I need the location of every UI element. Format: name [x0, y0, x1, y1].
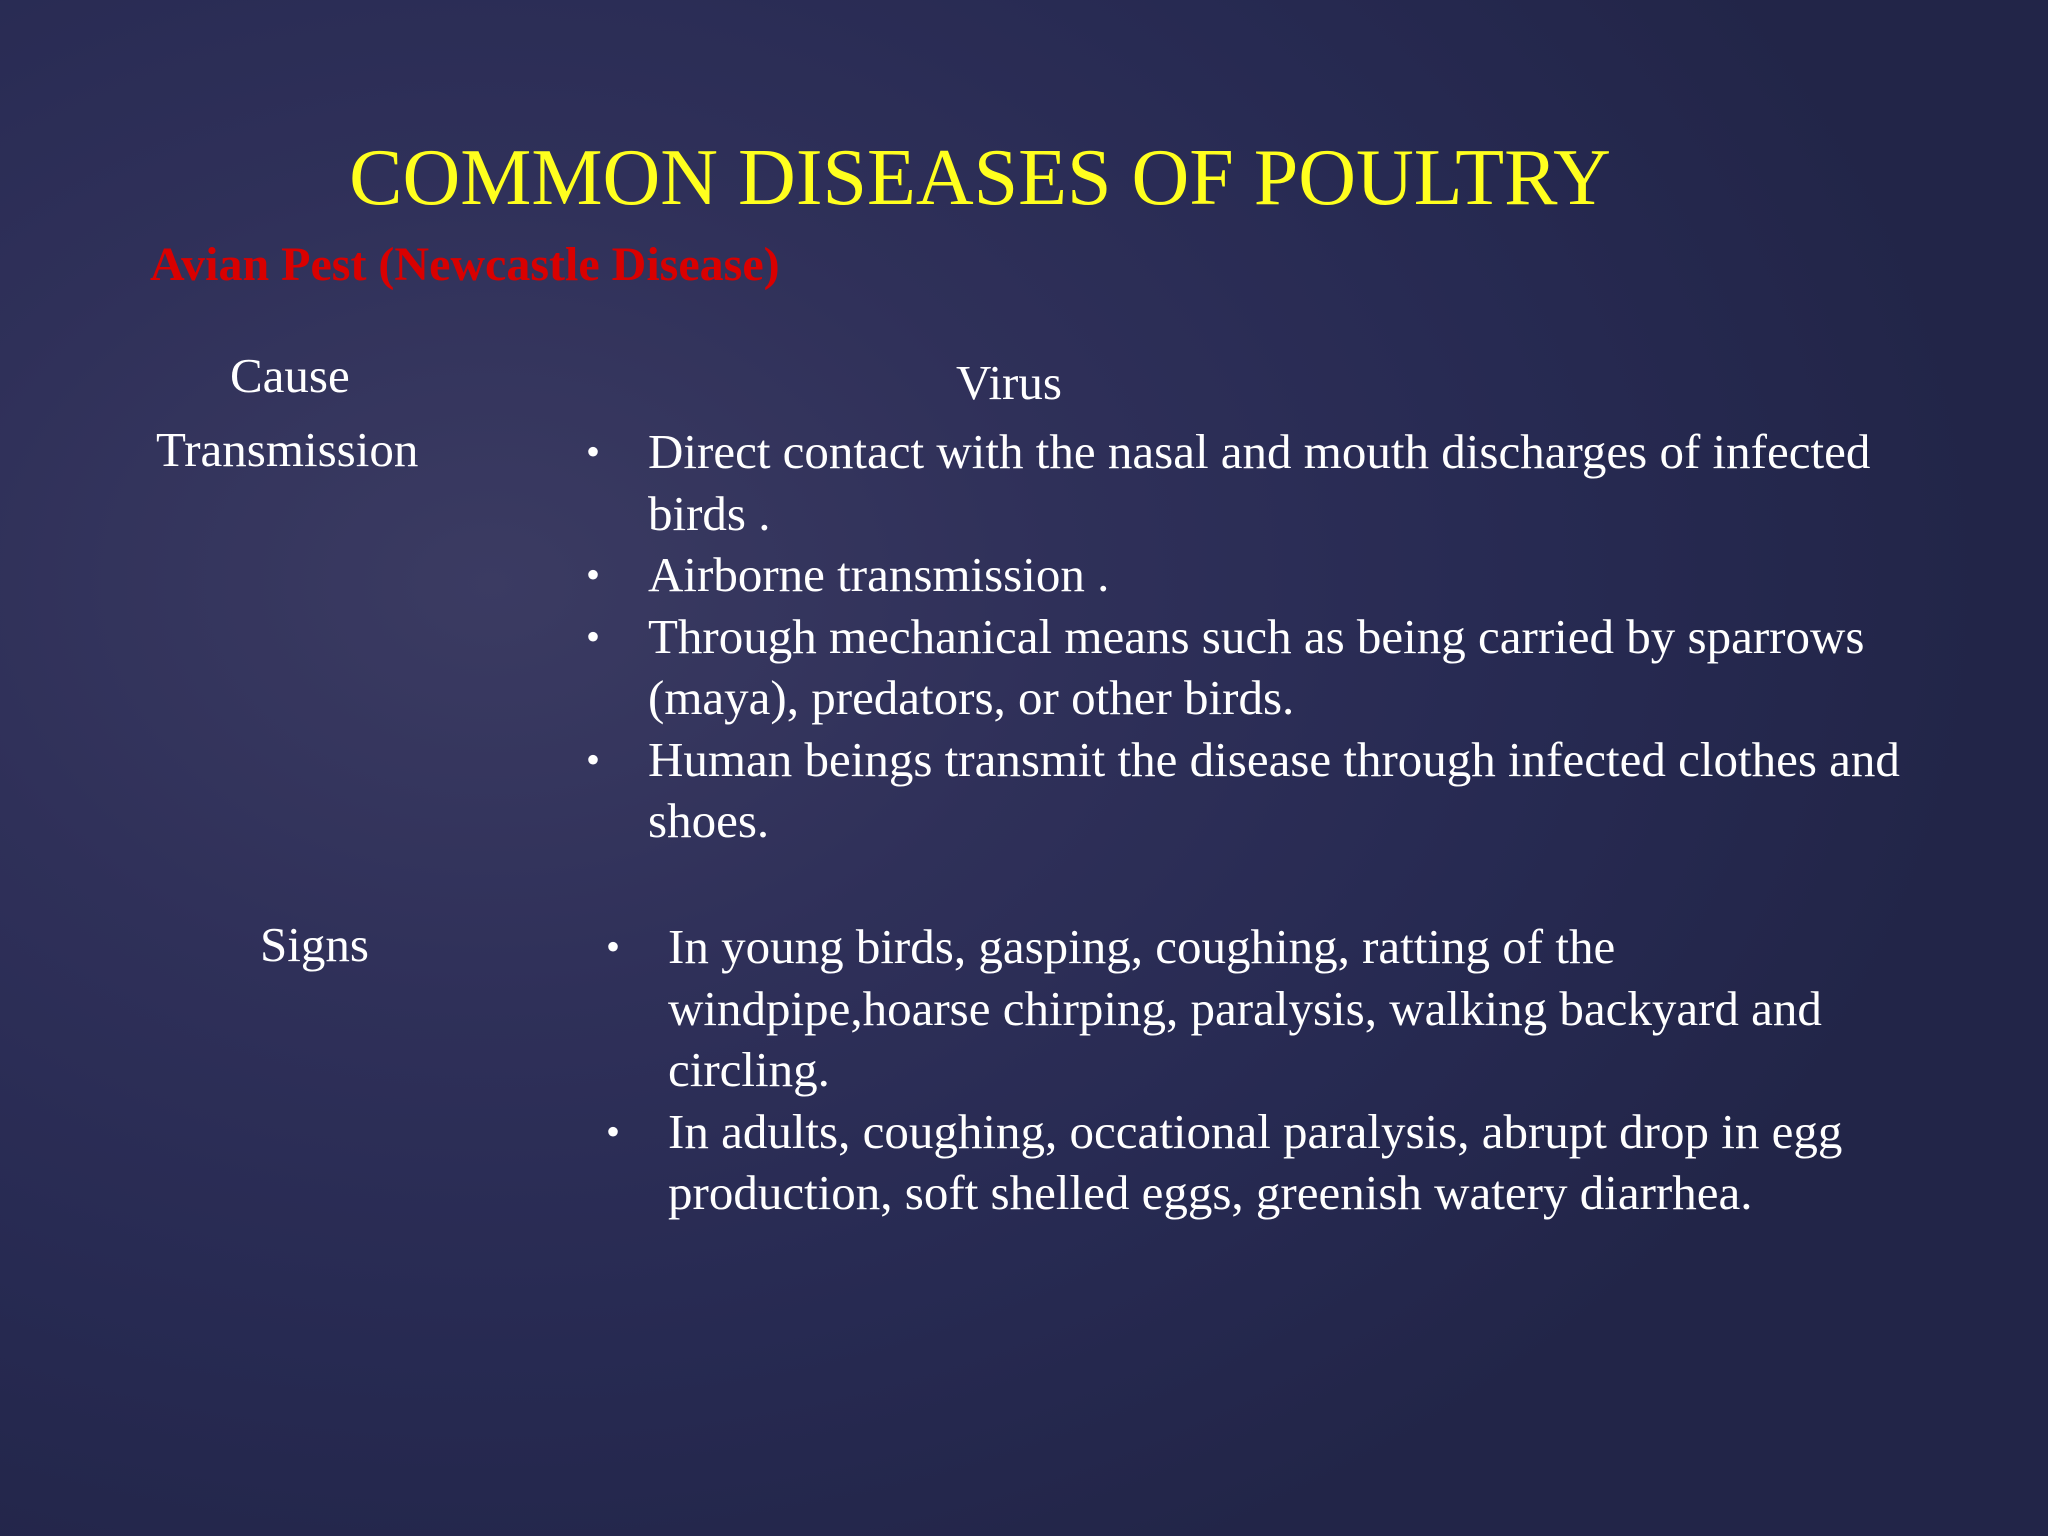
- transmission-item-text: Airborne transmission .: [648, 547, 1110, 602]
- slide-title: COMMON DISEASES OF POULTRY: [349, 134, 1611, 222]
- bullet-icon: •: [606, 1108, 621, 1154]
- cause-value: Virus: [956, 355, 1062, 410]
- bullet-icon: •: [586, 736, 601, 782]
- slide-subtitle: Avian Pest (Newcastle Disease): [150, 238, 780, 291]
- list-item: [586, 421, 1918, 544]
- transmission-item-text: Through mechanical means such as being carried by sparrows (maya), predators, or other birds.: [648, 608, 1865, 725]
- list-item: [606, 916, 1938, 1101]
- bullet-icon: •: [586, 613, 601, 659]
- transmission-label: Transmission: [156, 422, 419, 477]
- list-item: [606, 1101, 1938, 1224]
- signs-item-text: In young birds, gasping, coughing, ratting of the windpipe,hoarse chirping, paralysis, walking backyard and circling.: [668, 919, 1822, 1097]
- transmission-list: [586, 421, 1918, 852]
- list-item: [586, 606, 1918, 729]
- bullet-icon: •: [586, 552, 601, 597]
- signs-item-text: In adults, coughing, occational paralysis, abrupt drop in egg production, soft shelled eggs, greenish watery diarrhea.: [668, 1103, 1843, 1220]
- bullet-icon: •: [606, 924, 621, 969]
- transmission-item-text: Direct contact with the nasal and mouth discharges of infected birds .: [648, 424, 1871, 541]
- transmission-item-text: Human beings transmit the disease through infected clothes and shoes.: [648, 731, 1900, 848]
- signs-label: Signs: [260, 917, 369, 972]
- list-item: [586, 729, 1918, 852]
- list-item: [586, 544, 1918, 606]
- signs-list: [606, 916, 1938, 1224]
- cause-label: Cause: [230, 348, 350, 403]
- bullet-icon: •: [586, 429, 601, 474]
